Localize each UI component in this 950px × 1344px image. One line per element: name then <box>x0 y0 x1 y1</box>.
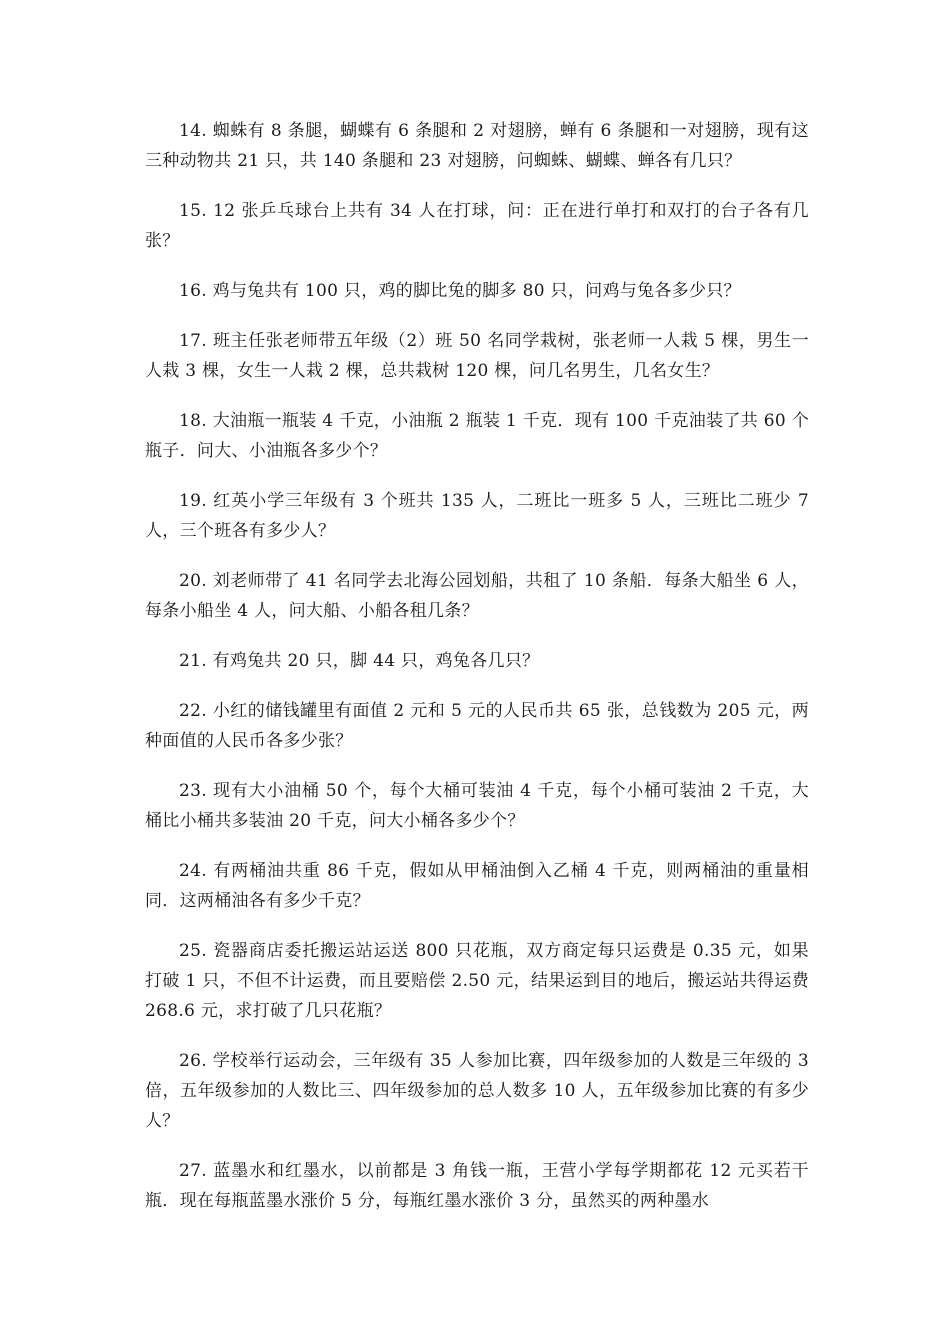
problem-26 <box>145 1046 809 1136</box>
problem-22 <box>145 696 809 756</box>
problem-number: 17. <box>179 331 207 351</box>
problem-text: 学校举行运动会，三年级有 35 人参加比赛，四年级参加的人数是三年级的 3 倍，五年级参加的人数比三、四年级参加的总人数多 10 人，五年级参加比赛的有多少人？ <box>145 1051 809 1131</box>
problem-number: 24. <box>179 861 207 881</box>
problem-text: 有两桶油共重 86 千克，假如从甲桶油倒入乙桶 4 千克，则两桶油的重量相同．这两桶油各有多少千克？ <box>145 861 809 911</box>
document-page <box>145 116 809 1236</box>
problem-number: 22. <box>179 701 207 721</box>
problem-16 <box>145 276 809 306</box>
problem-number: 26. <box>179 1051 207 1071</box>
problem-text: 蜘蛛有 8 条腿，蝴蝶有 6 条腿和 2 对翅膀，蝉有 6 条腿和一对翅膀，现有这三种动物共 21 只，共 140 条腿和 23 对翅膀，问蜘蛛、蝴蝶、蝉各有几只？ <box>145 121 809 171</box>
problem-19 <box>145 486 809 546</box>
problem-number: 18. <box>179 411 207 431</box>
problem-18 <box>145 406 809 466</box>
problem-text: 瓷器商店委托搬运站运送 800 只花瓶，双方商定每只运费是 0.35 元，如果打破 1 只，不但不计运费，而且要赔偿 2.50 元，结果运到目的地后，搬运站共得运费 268.6 元，求打破了几只花瓶？ <box>145 941 809 1021</box>
problem-14 <box>145 116 809 176</box>
problem-15 <box>145 196 809 256</box>
problem-23 <box>145 776 809 836</box>
problem-27 <box>145 1156 809 1216</box>
problem-text: 大油瓶一瓶装 4 千克，小油瓶 2 瓶装 1 千克．现有 100 千克油装了共 60 个瓶子．问大、小油瓶各多少个？ <box>145 411 809 461</box>
problem-text: 班主任张老师带五年级（2）班 50 名同学栽树，张老师一人栽 5 棵，男生一人栽 3 棵，女生一人栽 2 棵，总共栽树 120 棵，问几名男生，几名女生？ <box>145 331 809 381</box>
problem-text: 有鸡兔共 20 只，脚 44 只，鸡兔各几只？ <box>212 651 540 671</box>
problem-17 <box>145 326 809 386</box>
problem-text: 刘老师带了 41 名同学去北海公园划船，共租了 10 条船．每条大船坐 6 人，每条小船坐 4 人，问大船、小船各租几条？ <box>145 571 809 621</box>
problem-text: 鸡与兔共有 100 只，鸡的脚比兔的脚多 80 只，问鸡与兔各多少只？ <box>212 281 741 301</box>
problem-number: 20. <box>179 571 207 591</box>
problem-number: 15. <box>179 201 207 221</box>
problem-text: 小红的储钱罐里有面值 2 元和 5 元的人民币共 65 张，总钱数为 205 元，两种面值的人民币各多少张？ <box>145 701 809 751</box>
problem-text: 现有大小油桶 50 个，每个大桶可装油 4 千克，每个小桶可装油 2 千克，大桶比小桶共多装油 20 千克，问大小桶各多少个？ <box>145 781 809 831</box>
problem-24 <box>145 856 809 916</box>
problem-number: 16. <box>179 281 207 301</box>
problem-number: 25. <box>179 941 207 961</box>
problem-20 <box>145 566 809 626</box>
problem-number: 14. <box>179 121 207 141</box>
problem-number: 21. <box>179 651 207 671</box>
problem-number: 23. <box>179 781 207 801</box>
problem-text: 红英小学三年级有 3 个班共 135 人，二班比一班多 5 人，三班比二班少 7 人，三个班各有多少人？ <box>145 491 809 541</box>
problem-text: 蓝墨水和红墨水，以前都是 3 角钱一瓶，王营小学每学期都花 12 元买若干瓶．现在每瓶蓝墨水涨价 5 分，每瓶红墨水涨价 3 分，虽然买的两种墨水 <box>145 1161 809 1211</box>
problem-number: 19. <box>179 491 207 511</box>
problem-25 <box>145 936 809 1026</box>
problem-text: 12 张乒乓球台上共有 34 人在打球，问：正在进行单打和双打的台子各有几张？ <box>145 201 809 251</box>
problem-number: 27. <box>179 1161 207 1181</box>
problem-21 <box>145 646 809 676</box>
